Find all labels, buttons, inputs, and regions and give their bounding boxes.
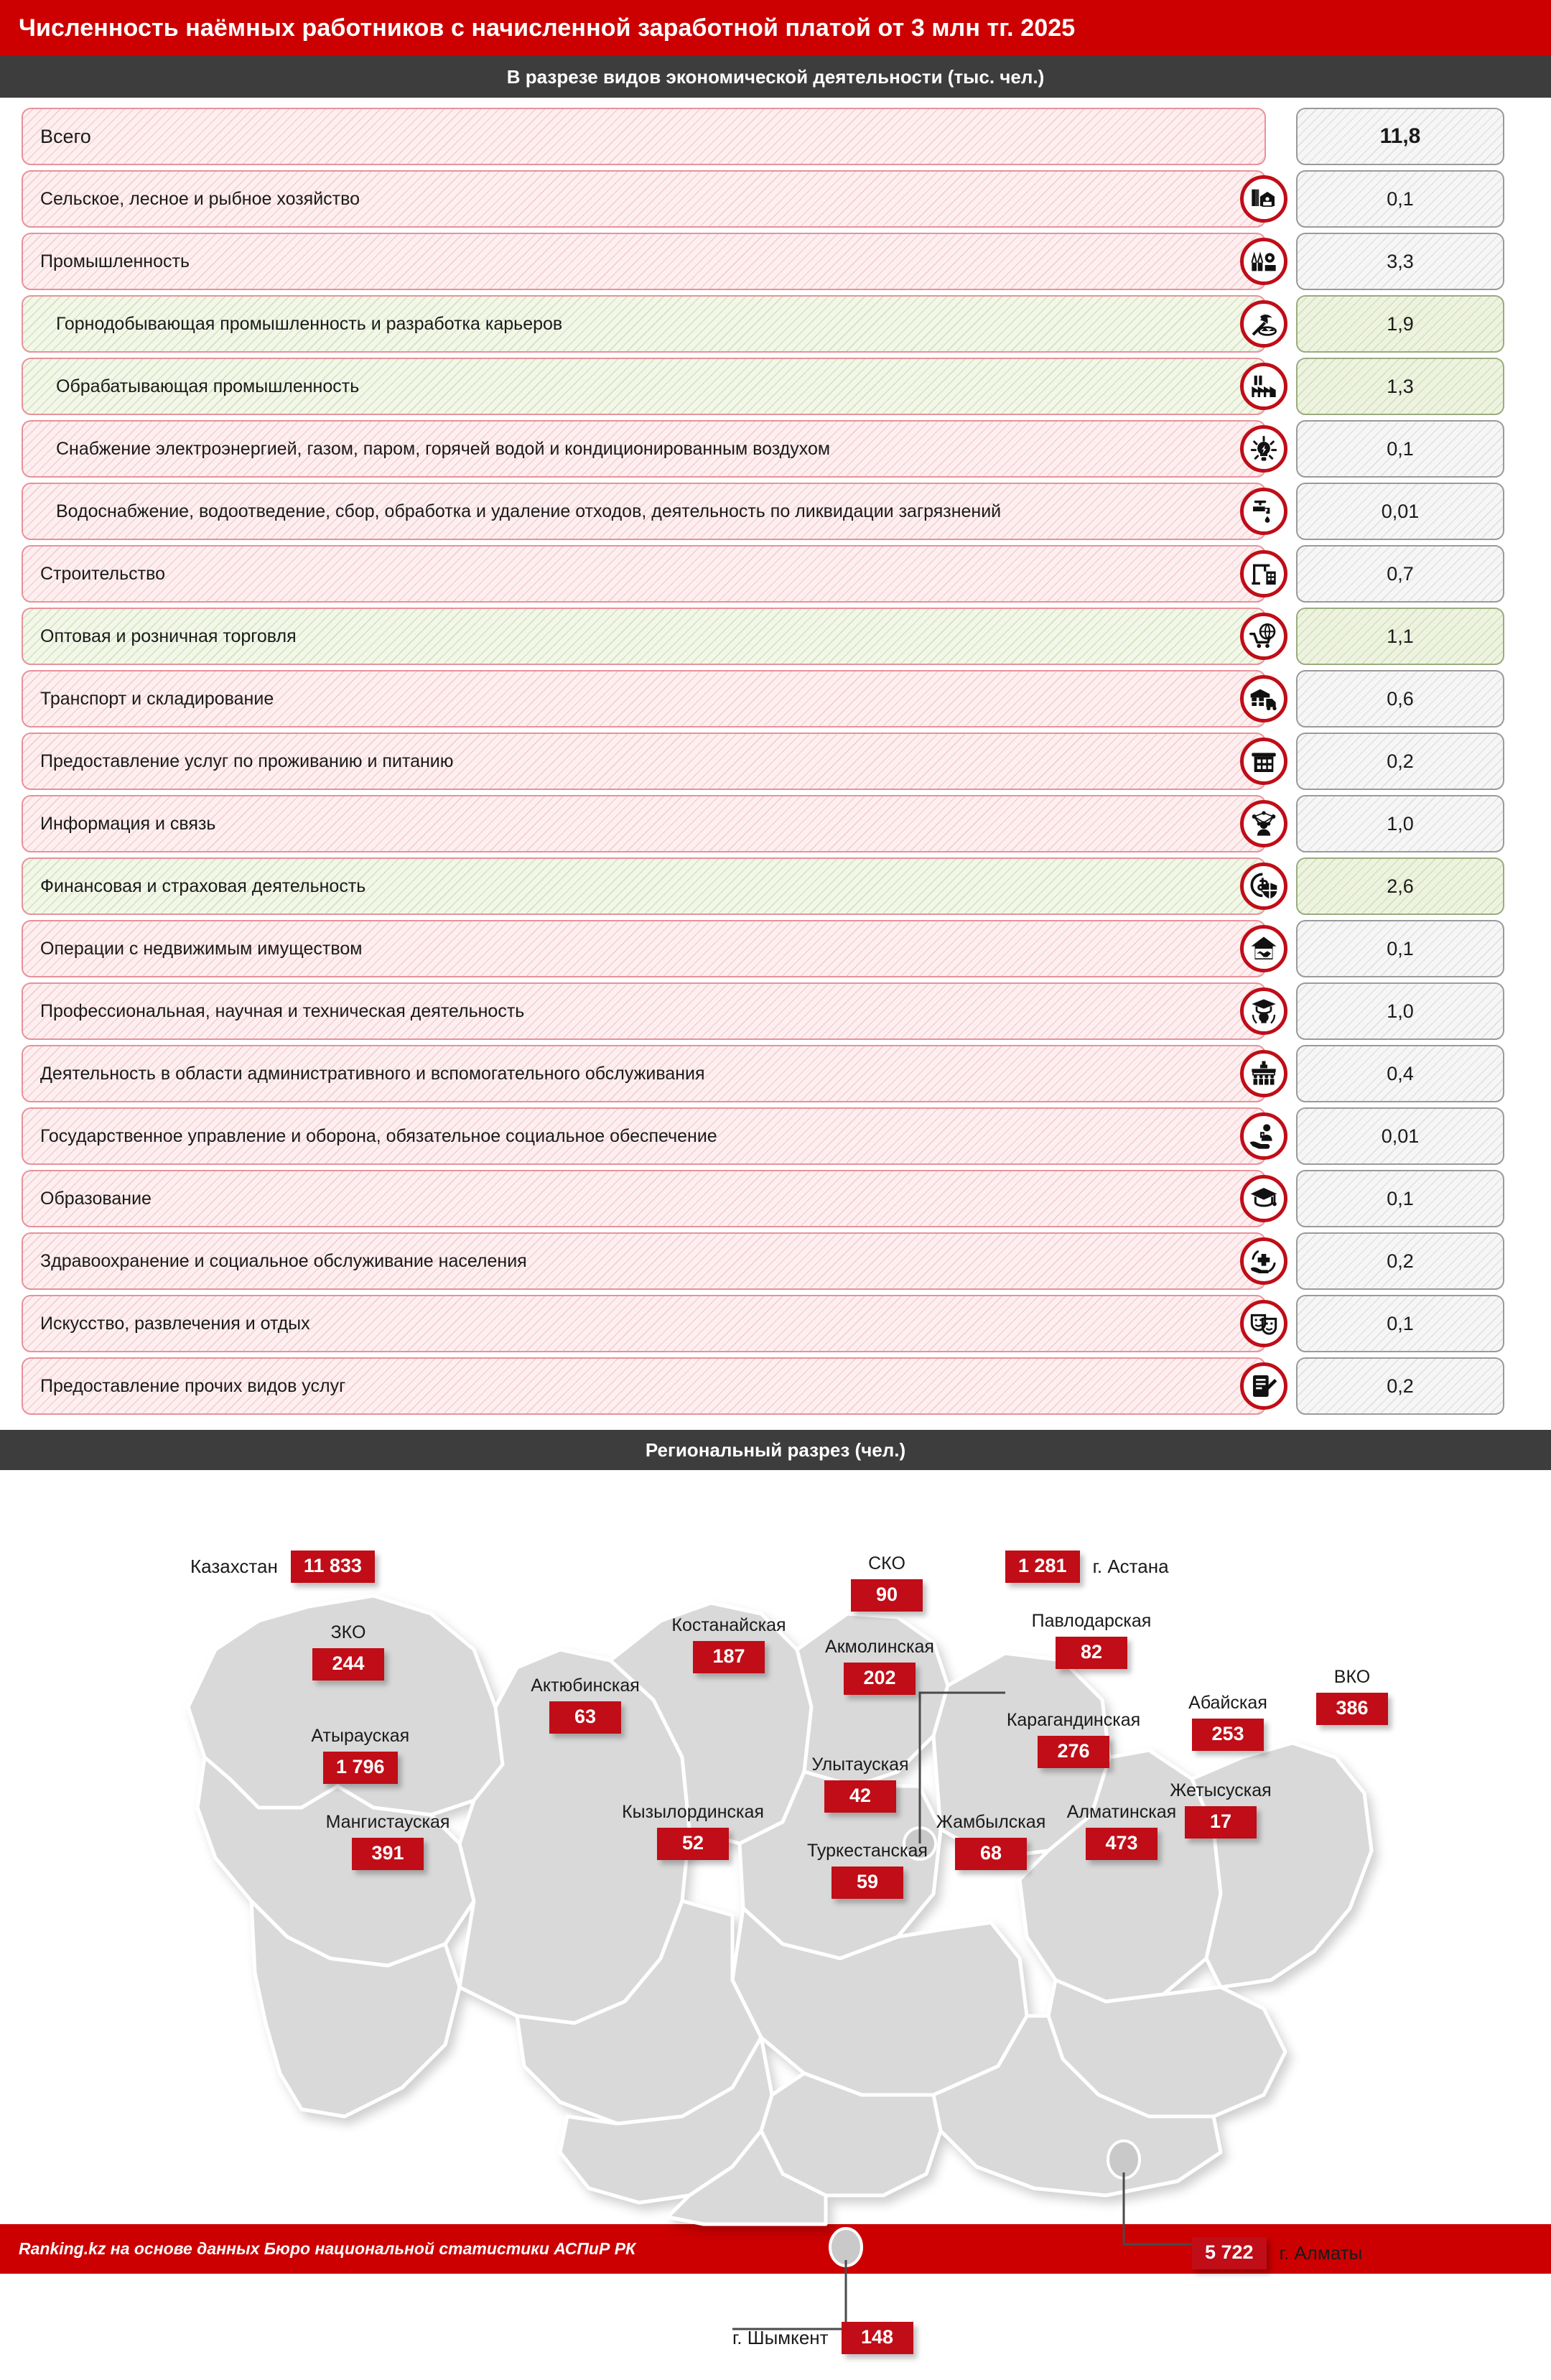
house-handshake-icon bbox=[1240, 925, 1287, 972]
map-region-name: Акмолинская bbox=[825, 1637, 934, 1657]
warehouse-truck-icon bbox=[1240, 675, 1287, 722]
farm-icon bbox=[1240, 175, 1287, 223]
activity-value: 0,01 bbox=[1296, 483, 1504, 540]
map-region-value: 90 bbox=[851, 1579, 923, 1612]
map-region-name: Костанайская bbox=[671, 1615, 786, 1635]
map-region-name: Актюбинская bbox=[531, 1675, 640, 1696]
section-header-regional bbox=[0, 1430, 1551, 1470]
graduation-cap-icon bbox=[1240, 1175, 1287, 1222]
activity-label: Промышленность bbox=[40, 251, 190, 271]
activity-value: 0,6 bbox=[1296, 670, 1504, 728]
map-region-name: г. Алматы bbox=[1279, 2241, 1363, 2264]
activity-label-cell bbox=[22, 295, 1266, 353]
map-region-pin bbox=[811, 1754, 909, 1813]
activity-label-cell bbox=[22, 420, 1266, 478]
map-region-pin bbox=[325, 1812, 450, 1870]
map-region-pin bbox=[311, 1726, 410, 1784]
map-region-pin bbox=[671, 1615, 786, 1673]
activity-label-cell bbox=[22, 1295, 1266, 1352]
table-row bbox=[22, 1295, 1529, 1352]
activity-label: Информация и связь bbox=[40, 814, 216, 834]
map-region-pin bbox=[1006, 1710, 1141, 1768]
faucet-icon bbox=[1240, 488, 1287, 535]
map-region-value: 391 bbox=[352, 1838, 424, 1870]
activity-value: 2,6 bbox=[1296, 857, 1504, 915]
graduate-bulb-icon bbox=[1240, 987, 1287, 1035]
map-region-value: 5 722 bbox=[1192, 2237, 1267, 2269]
dollar-shield-icon bbox=[1240, 863, 1287, 910]
hand-person-icon bbox=[1240, 1112, 1287, 1160]
activity-value: 0,01 bbox=[1296, 1107, 1504, 1165]
activity-label: Всего bbox=[40, 125, 91, 147]
activity-value: 0,4 bbox=[1296, 1045, 1504, 1102]
activity-label-cell bbox=[22, 857, 1266, 915]
map-region-name: Жетысуская bbox=[1170, 1780, 1272, 1800]
section-header-regional-label: Региональный разрез (чел.) bbox=[645, 1438, 906, 1461]
section-header-economic-activity bbox=[0, 56, 1551, 98]
activity-label: Водоснабжение, водоотведение, сбор, обработка и удаление отходов, деятельность по ликвидации загрязнений bbox=[56, 501, 1002, 521]
map-region-value: 148 bbox=[842, 2322, 913, 2354]
title-bar bbox=[0, 0, 1551, 56]
map-region-pin bbox=[1188, 1693, 1267, 1751]
activity-label-cell bbox=[22, 982, 1266, 1040]
map-region-value: 59 bbox=[832, 1867, 903, 1899]
page-title: Численность наёмных работников с начисленной заработной платой от 3 млн тг. 2025 bbox=[19, 14, 1076, 42]
factory-icon bbox=[1240, 363, 1287, 410]
table-row bbox=[22, 1107, 1529, 1165]
activity-label: Деятельность в области административного и вспомогательного обслуживания bbox=[40, 1064, 705, 1084]
map-shape bbox=[0, 1470, 1551, 2224]
activity-label: Сельское, лесное и рыбное хозяйство bbox=[40, 189, 360, 209]
theatre-masks-icon bbox=[1240, 1300, 1287, 1347]
activity-label-cell bbox=[22, 1357, 1266, 1415]
activity-label: Искусство, развлечения и отдых bbox=[40, 1314, 310, 1334]
table-row bbox=[22, 295, 1529, 353]
map-region-value: 253 bbox=[1192, 1719, 1264, 1751]
map-region-value: 202 bbox=[844, 1663, 916, 1695]
activity-label-cell bbox=[22, 233, 1266, 290]
activity-value: 1,0 bbox=[1296, 795, 1504, 852]
activity-label-cell bbox=[22, 1045, 1266, 1102]
activity-value: 1,9 bbox=[1296, 295, 1504, 353]
map-region-name: Жамбылская bbox=[936, 1812, 1046, 1832]
map-region-name: ЗКО bbox=[330, 1622, 366, 1642]
industry-icon bbox=[1240, 238, 1287, 285]
table-row bbox=[22, 733, 1529, 790]
activity-label: Оптовая и розничная торговля bbox=[40, 626, 297, 646]
activity-label: Транспорт и складирование bbox=[40, 689, 274, 709]
activity-label: Обрабатывающая промышленность bbox=[56, 376, 360, 396]
map-region-pin bbox=[732, 2322, 913, 2354]
table-row bbox=[22, 1170, 1529, 1227]
map-region-name: г. Шымкент bbox=[732, 2326, 829, 2348]
activity-label-cell bbox=[22, 545, 1266, 603]
table-row bbox=[22, 1045, 1529, 1102]
map-region-value: 187 bbox=[693, 1641, 765, 1673]
activity-label: Снабжение электроэнергией, газом, паром, горячей водой и кондиционированным воздухом bbox=[56, 439, 831, 459]
activity-label-cell bbox=[22, 608, 1266, 665]
map-region-name: Кызылординская bbox=[622, 1802, 764, 1822]
map-region-pin bbox=[1066, 1802, 1177, 1860]
activity-value: 0,2 bbox=[1296, 1357, 1504, 1415]
activity-label: Здравоохранение и социальное обслуживание населения bbox=[40, 1251, 527, 1271]
map-region-value: 386 bbox=[1316, 1693, 1388, 1725]
map-region-value: 1 796 bbox=[323, 1752, 398, 1784]
activity-label-cell bbox=[22, 108, 1266, 165]
map-region-pin bbox=[190, 1551, 375, 1583]
table-row bbox=[22, 1357, 1529, 1415]
activity-label: Операции с недвижимым имуществом bbox=[40, 939, 363, 959]
activity-value: 0,1 bbox=[1296, 1170, 1504, 1227]
medical-cross-hands-icon bbox=[1240, 1237, 1287, 1285]
table-row bbox=[22, 483, 1529, 540]
map-region-pin bbox=[312, 1622, 384, 1681]
activity-label-cell bbox=[22, 1232, 1266, 1290]
activity-table bbox=[0, 98, 1551, 1430]
table-row bbox=[22, 420, 1529, 478]
activity-value: 1,1 bbox=[1296, 608, 1504, 665]
map-region-name: Павлодарская bbox=[1031, 1611, 1152, 1631]
table-row bbox=[22, 108, 1529, 165]
activity-value: 0,2 bbox=[1296, 733, 1504, 790]
map-region-value: 244 bbox=[312, 1648, 384, 1681]
map-region-name: Туркестанская bbox=[807, 1841, 928, 1861]
map-region-value: 11 833 bbox=[291, 1551, 375, 1583]
activity-label: Предоставление прочих видов услуг bbox=[40, 1376, 346, 1396]
activity-label: Строительство bbox=[40, 564, 165, 584]
activity-label: Предоставление услуг по проживанию и питанию bbox=[40, 751, 454, 771]
table-row bbox=[22, 795, 1529, 852]
map-region-pin bbox=[807, 1841, 928, 1899]
activity-label-cell bbox=[22, 358, 1266, 415]
map-region-pin bbox=[936, 1812, 1046, 1870]
map-region-name: Карагандинская bbox=[1006, 1710, 1141, 1730]
map-region-value: 68 bbox=[955, 1838, 1027, 1870]
activity-value: 0,1 bbox=[1296, 170, 1504, 228]
activity-label-cell bbox=[22, 170, 1266, 228]
map-region-name: СКО bbox=[868, 1553, 905, 1574]
activity-label-cell bbox=[22, 483, 1266, 540]
activity-value: 11,8 bbox=[1296, 108, 1504, 165]
activity-label: Горнодобывающая промышленность и разработка карьеров bbox=[56, 314, 563, 334]
map-region-pin bbox=[851, 1553, 923, 1612]
activity-label-cell bbox=[22, 1170, 1266, 1227]
map-region-name: Улытауская bbox=[811, 1754, 909, 1775]
map-region-name: Абайская bbox=[1188, 1693, 1267, 1713]
network-person-icon bbox=[1240, 800, 1287, 847]
table-row bbox=[22, 233, 1529, 290]
map-region-name: Казахстан bbox=[190, 1555, 278, 1577]
map-region-pin bbox=[1005, 1551, 1169, 1583]
map-region-name: Мангистауская bbox=[325, 1812, 450, 1832]
activity-value: 3,3 bbox=[1296, 233, 1504, 290]
office-meeting-icon bbox=[1240, 1050, 1287, 1097]
activity-value: 1,0 bbox=[1296, 982, 1504, 1040]
table-row bbox=[22, 857, 1529, 915]
activity-label-cell bbox=[22, 1107, 1266, 1165]
activity-label-cell bbox=[22, 733, 1266, 790]
table-row bbox=[22, 982, 1529, 1040]
map-region-name: Алматинская bbox=[1066, 1802, 1177, 1822]
crane-icon bbox=[1240, 550, 1287, 598]
map-region-pin bbox=[1192, 2237, 1362, 2269]
map-region-pin bbox=[531, 1675, 640, 1734]
map-region-pin bbox=[622, 1802, 764, 1860]
map-region-value: 473 bbox=[1086, 1828, 1158, 1860]
activity-label-cell bbox=[22, 920, 1266, 977]
activity-value: 0,2 bbox=[1296, 1232, 1504, 1290]
clipboard-pen-icon bbox=[1240, 1362, 1287, 1410]
activity-label: Образование bbox=[40, 1189, 152, 1209]
map-region-value: 52 bbox=[657, 1828, 729, 1860]
table-row bbox=[22, 670, 1529, 728]
activity-label-cell bbox=[22, 670, 1266, 728]
map-region-value: 1 281 bbox=[1005, 1551, 1080, 1583]
mining-pickaxe-icon bbox=[1240, 300, 1287, 348]
shopping-cart-globe-icon bbox=[1240, 613, 1287, 660]
map-region-pin bbox=[1170, 1780, 1272, 1839]
hotel-icon bbox=[1240, 738, 1287, 785]
section-header-label: В разрезе видов экономической деятельности (тыс. чел.) bbox=[506, 65, 1045, 88]
map-region-name: г. Астана bbox=[1092, 1555, 1169, 1577]
map-region-pin bbox=[825, 1637, 934, 1695]
map-region-pin bbox=[1031, 1611, 1152, 1669]
activity-value: 0,7 bbox=[1296, 545, 1504, 603]
map-region-pin bbox=[1316, 1667, 1388, 1725]
map-region-value: 63 bbox=[549, 1701, 621, 1734]
activity-label: Государственное управление и оборона, обязательное социальное обеспечение bbox=[40, 1126, 717, 1146]
activity-label: Финансовая и страховая деятельность bbox=[40, 876, 366, 896]
map-region-value: 17 bbox=[1185, 1806, 1257, 1839]
activity-label-cell bbox=[22, 795, 1266, 852]
table-row bbox=[22, 170, 1529, 228]
activity-value: 0,1 bbox=[1296, 420, 1504, 478]
lightbulb-icon bbox=[1240, 425, 1287, 473]
table-row bbox=[22, 608, 1529, 665]
activity-value: 1,3 bbox=[1296, 358, 1504, 415]
map-region-value: 42 bbox=[824, 1780, 896, 1813]
map-region-value: 82 bbox=[1056, 1637, 1127, 1669]
activity-value: 0,1 bbox=[1296, 1295, 1504, 1352]
map-region-name: Атырауская bbox=[311, 1726, 410, 1746]
table-row bbox=[22, 1232, 1529, 1290]
activity-value: 0,1 bbox=[1296, 920, 1504, 977]
footer-source-text: Ranking.kz на основе данных Бюро национальной статистики АСПиР РК bbox=[19, 2239, 636, 2258]
activity-label: Профессиональная, научная и техническая деятельность bbox=[40, 1001, 525, 1021]
map-region-name: ВКО bbox=[1333, 1667, 1371, 1687]
table-row bbox=[22, 545, 1529, 603]
table-row bbox=[22, 358, 1529, 415]
map-region-value: 276 bbox=[1038, 1736, 1109, 1768]
table-row bbox=[22, 920, 1529, 977]
